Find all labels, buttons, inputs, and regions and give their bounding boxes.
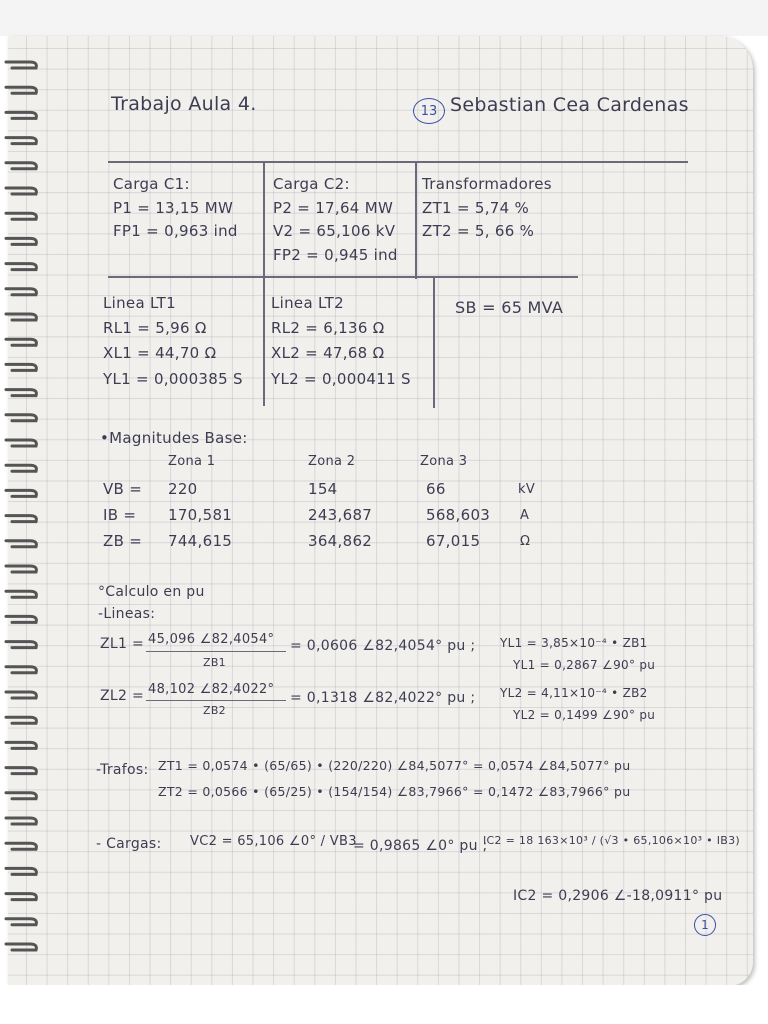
ib-unit: A: [520, 508, 530, 523]
zl2-numerator: 48,102 ∠82,4022°: [148, 682, 275, 697]
spiral-coil: [6, 364, 36, 370]
trafos-title: Transformadores: [422, 175, 552, 193]
spiral-coil: [6, 516, 36, 522]
zl1-denominator: ZB1: [203, 656, 226, 669]
spiral-coil: [6, 238, 36, 244]
linea1-title: Linea LT1: [103, 294, 176, 312]
yl1-formula: YL1 = 3,85×10⁻⁴ • ZB1: [500, 636, 648, 650]
zb-zone2: 364,862: [308, 532, 373, 550]
spiral-coil: [6, 314, 36, 320]
spiral-coil: [6, 818, 36, 824]
zl2-label: ZL2 =: [100, 688, 144, 704]
spiral-coil: [6, 591, 36, 597]
spiral-coil: [6, 541, 36, 547]
page-number-circle: [694, 914, 716, 936]
carga2-title: Carga C2:: [273, 175, 350, 193]
zl1-numerator: 45,096 ∠82,4054°: [148, 632, 275, 647]
spiral-coil: [6, 616, 36, 622]
spiral-coil: [6, 667, 36, 673]
lineas-title: -Lineas:: [98, 606, 156, 622]
top-background: [0, 0, 768, 36]
bottom-background: [0, 985, 768, 1024]
linea2-y: YL2 = 0,000411 S: [271, 370, 411, 388]
zl2-denominator: ZB2: [203, 704, 226, 717]
carga1-p: P1 = 13,15 MW: [113, 199, 234, 217]
zb-label: ZB =: [103, 532, 143, 550]
vb-unit: kV: [518, 482, 536, 497]
table-top-line: [108, 161, 688, 163]
ic2-equation: IC2 = 18 163×10³ / (√3 • 65,106×10³ • IB3): [483, 834, 741, 847]
table-divider-1: [263, 161, 265, 406]
ic2-result: IC2 = 0,2906 ∠-18,0911° pu: [513, 888, 723, 904]
zt1-equation: ZT1 = 0,0574 • (65/65) • (220/220) ∠84,5077° = 0,0574 ∠84,5077° pu: [158, 758, 631, 773]
trafo2-z: ZT2 = 5, 66 %: [422, 222, 535, 240]
ib-zone1: 170,581: [168, 506, 233, 524]
spiral-coil: [6, 768, 36, 774]
yl2-result: YL2 = 0,1499 ∠90° pu: [513, 708, 656, 722]
table-divider-2: [415, 161, 417, 279]
vc2-equation: VC2 = 65,106 ∠0° / VB3: [190, 834, 357, 849]
ib-zone3: 568,603: [426, 506, 491, 524]
zone1-header: Zona 1: [168, 454, 216, 469]
linea2-x: XL2 = 47,68 Ω: [271, 344, 385, 362]
spiral-coil: [6, 868, 36, 874]
page-number: 1: [701, 918, 709, 932]
zb-zone1: 744,615: [168, 532, 233, 550]
spiral-coil: [6, 944, 36, 950]
spiral-coil: [6, 62, 36, 68]
student-number: 13: [420, 103, 438, 119]
spiral-coil: [6, 264, 36, 270]
zt2-equation: ZT2 = 0,0566 • (65/25) • (154/154) ∠83,7966° = 0,1472 ∠83,7966° pu: [158, 784, 631, 799]
spiral-coil: [6, 188, 36, 194]
zl1-fraction-bar: [146, 651, 286, 652]
zl1-result: = 0,0606 ∠82,4054° pu ;: [290, 638, 476, 654]
spiral-coil: [6, 163, 36, 169]
spiral-coil: [6, 289, 36, 295]
spiral-coil: [6, 87, 36, 93]
zb-unit: Ω: [520, 534, 531, 549]
spiral-coil: [6, 919, 36, 925]
spiral-coil: [6, 692, 36, 698]
linea2-title: Linea LT2: [271, 294, 344, 312]
spiral-coil: [6, 742, 36, 748]
trafo1-z: ZT1 = 5,74 %: [422, 199, 530, 217]
page-title: Trabajo Aula 4.: [111, 93, 257, 115]
ib-zone2: 243,687: [308, 506, 373, 524]
magnitudes-title: •Magnitudes Base:: [100, 429, 248, 447]
zl2-result: = 0,1318 ∠82,4022° pu ;: [290, 690, 476, 706]
zl1-label: ZL1 =: [100, 636, 144, 652]
spiral-binding: [0, 50, 46, 970]
table-middle-line-left: [108, 276, 443, 278]
spiral-coil: [6, 339, 36, 345]
carga1-title: Carga C1:: [113, 175, 190, 193]
spiral-coil: [6, 138, 36, 144]
carga1-fp: FP1 = 0,963 ind: [113, 222, 238, 240]
zone2-header: Zona 2: [308, 454, 356, 469]
spiral-coil: [6, 440, 36, 446]
spiral-coil: [6, 390, 36, 396]
zb-zone3: 67,015: [426, 532, 481, 550]
zl2-fraction-bar: [146, 700, 286, 701]
spiral-coil: [6, 642, 36, 648]
vb-zone1: 220: [168, 480, 198, 498]
spiral-coil: [6, 717, 36, 723]
vb-zone3: 66: [426, 480, 446, 498]
linea1-r: RL1 = 5,96 Ω: [103, 319, 207, 337]
linea2-r: RL2 = 6,136 Ω: [271, 319, 385, 337]
spiral-coil: [6, 793, 36, 799]
trafos-label: -Trafos:: [96, 762, 149, 778]
spiral-coil: [6, 566, 36, 572]
ib-label: IB =: [103, 506, 137, 524]
spiral-coil: [6, 843, 36, 849]
base-power: SB = 65 MVA: [455, 298, 564, 317]
yl1-result: YL1 = 0,2867 ∠90° pu: [513, 658, 656, 672]
spiral-coil: [6, 894, 36, 900]
spiral-coil: [6, 213, 36, 219]
spiral-coil: [6, 490, 36, 496]
vb-label: VB =: [103, 480, 143, 498]
table-divider-3: [433, 278, 435, 408]
linea1-x: XL1 = 44,70 Ω: [103, 344, 217, 362]
vc2-result: = 0,9865 ∠0° pu ;: [353, 838, 488, 854]
linea1-y: YL1 = 0,000385 S: [103, 370, 243, 388]
carga2-fp: FP2 = 0,945 ind: [273, 246, 398, 264]
zone3-header: Zona 3: [420, 454, 468, 469]
cargas-label: - Cargas:: [96, 836, 162, 852]
calculo-title: °Calculo en pu: [98, 584, 205, 600]
student-number-circle: [413, 98, 445, 124]
spiral-coil: [6, 112, 36, 118]
yl2-formula: YL2 = 4,11×10⁻⁴ • ZB2: [500, 686, 648, 700]
spiral-coil: [6, 415, 36, 421]
spiral-coil: [6, 465, 36, 471]
notebook-page: [8, 36, 753, 986]
carga2-p: P2 = 17,64 MW: [273, 199, 394, 217]
author-name: Sebastian Cea Cardenas: [450, 94, 689, 116]
carga2-v: V2 = 65,106 kV: [273, 222, 396, 240]
vb-zone2: 154: [308, 480, 338, 498]
